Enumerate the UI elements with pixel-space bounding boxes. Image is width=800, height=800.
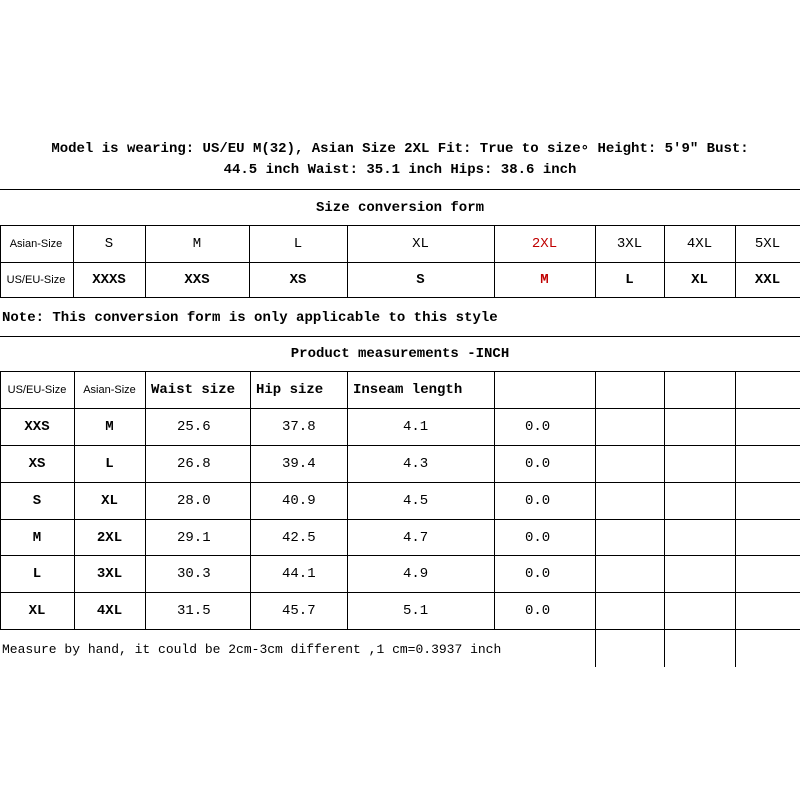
hip-cell: 39.4 <box>282 456 316 472</box>
asian-size-cell: XL <box>412 236 429 252</box>
extra-cell: 0.0 <box>525 566 551 582</box>
hip-cell: 40.9 <box>282 493 316 509</box>
measure-note: Measure by hand, it could be 2cm-3cm different ,1 cm=0.3937 inch <box>2 642 502 657</box>
asian-size-cell: 2XL <box>531 236 558 252</box>
waist-cell: 29.1 <box>177 529 211 546</box>
inseam-cell: 5.1 <box>403 603 429 619</box>
extra-cell: 0.0 <box>525 493 551 509</box>
asian-size-cell: M <box>105 419 114 435</box>
useu-size-label: US/EU-Size <box>6 274 66 286</box>
conversion-note: Note: This conversion form is only applicable to this style <box>2 310 498 326</box>
header-cell: Inseam length <box>353 382 463 398</box>
us-size-cell: L <box>32 566 42 582</box>
asian-size-cell: L <box>105 456 114 472</box>
divider <box>0 336 800 337</box>
us-size-cell: XS <box>28 456 46 472</box>
grid-line <box>145 371 146 629</box>
us-size-cell: XXS <box>24 419 50 435</box>
asian-size-cell: 5XL <box>754 236 781 252</box>
extra-cell: 0.0 <box>525 529 551 546</box>
waist-cell: 28.0 <box>177 493 211 509</box>
extra-cell: 0.0 <box>525 456 551 472</box>
useu-size-cell: XL <box>691 272 708 288</box>
grid-line <box>0 629 800 630</box>
useu-size-cell: XXXS <box>92 272 126 288</box>
grid-line <box>347 371 348 629</box>
header-cell: Hip size <box>256 382 324 398</box>
header-cell: US/EU-Size <box>7 384 67 396</box>
waist-cell: 26.8 <box>177 456 211 472</box>
hip-cell: 44.1 <box>282 566 316 582</box>
asian-size-cell: 3XL <box>96 566 123 582</box>
asian-size-cell: 3XL <box>616 236 643 252</box>
useu-size-cell: XS <box>289 272 307 288</box>
model-info-line2: 44.5 inch Waist: 35.1 inch Hips: 38.6 inch <box>223 162 577 178</box>
asian-size-cell: S <box>104 236 114 252</box>
hip-cell: 45.7 <box>282 603 316 619</box>
useu-size-cell: S <box>416 272 425 288</box>
asian-size-cell: 4XL <box>686 236 713 252</box>
header-cell: Asian-Size <box>83 384 136 396</box>
grid-line <box>735 371 736 667</box>
grid-line <box>250 371 251 629</box>
measurements-title: Product measurements -INCH <box>290 346 510 362</box>
header-cell: Waist size <box>151 382 236 398</box>
waist-cell: 25.6 <box>177 419 211 435</box>
divider <box>0 189 800 190</box>
grid-line <box>494 371 495 629</box>
asian-size-cell: L <box>293 236 303 252</box>
hip-cell: 42.5 <box>282 529 316 546</box>
extra-cell: 0.0 <box>525 603 551 619</box>
useu-size-cell: XXS <box>184 272 210 288</box>
us-size-cell: S <box>32 493 42 509</box>
hip-cell: 37.8 <box>282 419 316 435</box>
inseam-cell: 4.9 <box>403 566 429 582</box>
divider <box>0 297 800 298</box>
asian-size-cell: M <box>192 236 202 252</box>
inseam-cell: 4.1 <box>403 419 429 435</box>
inseam-cell: 4.5 <box>403 493 429 509</box>
us-size-cell: XL <box>28 603 46 619</box>
grid-line <box>664 371 665 667</box>
inseam-cell: 4.7 <box>403 529 429 546</box>
waist-cell: 30.3 <box>177 566 211 582</box>
extra-cell: 0.0 <box>525 419 551 435</box>
us-size-cell: M <box>32 529 42 546</box>
waist-cell: 31.5 <box>177 603 211 619</box>
inseam-cell: 4.3 <box>403 456 429 472</box>
grid-line <box>595 371 596 667</box>
asian-size-cell: 2XL <box>96 529 123 546</box>
useu-size-cell: M <box>540 272 549 288</box>
useu-size-cell: L <box>625 272 634 288</box>
asian-size-label: Asian-Size <box>9 238 63 250</box>
model-info-line1: Model is wearing: US/EU M(32), Asian Size 2XL Fit: True to size∘ Height: 5'9" Bust: <box>51 141 749 157</box>
asian-size-cell: 4XL <box>96 603 123 619</box>
conversion-title: Size conversion form <box>315 200 485 216</box>
useu-size-cell: XXL <box>754 272 781 288</box>
asian-size-cell: XL <box>101 493 118 509</box>
